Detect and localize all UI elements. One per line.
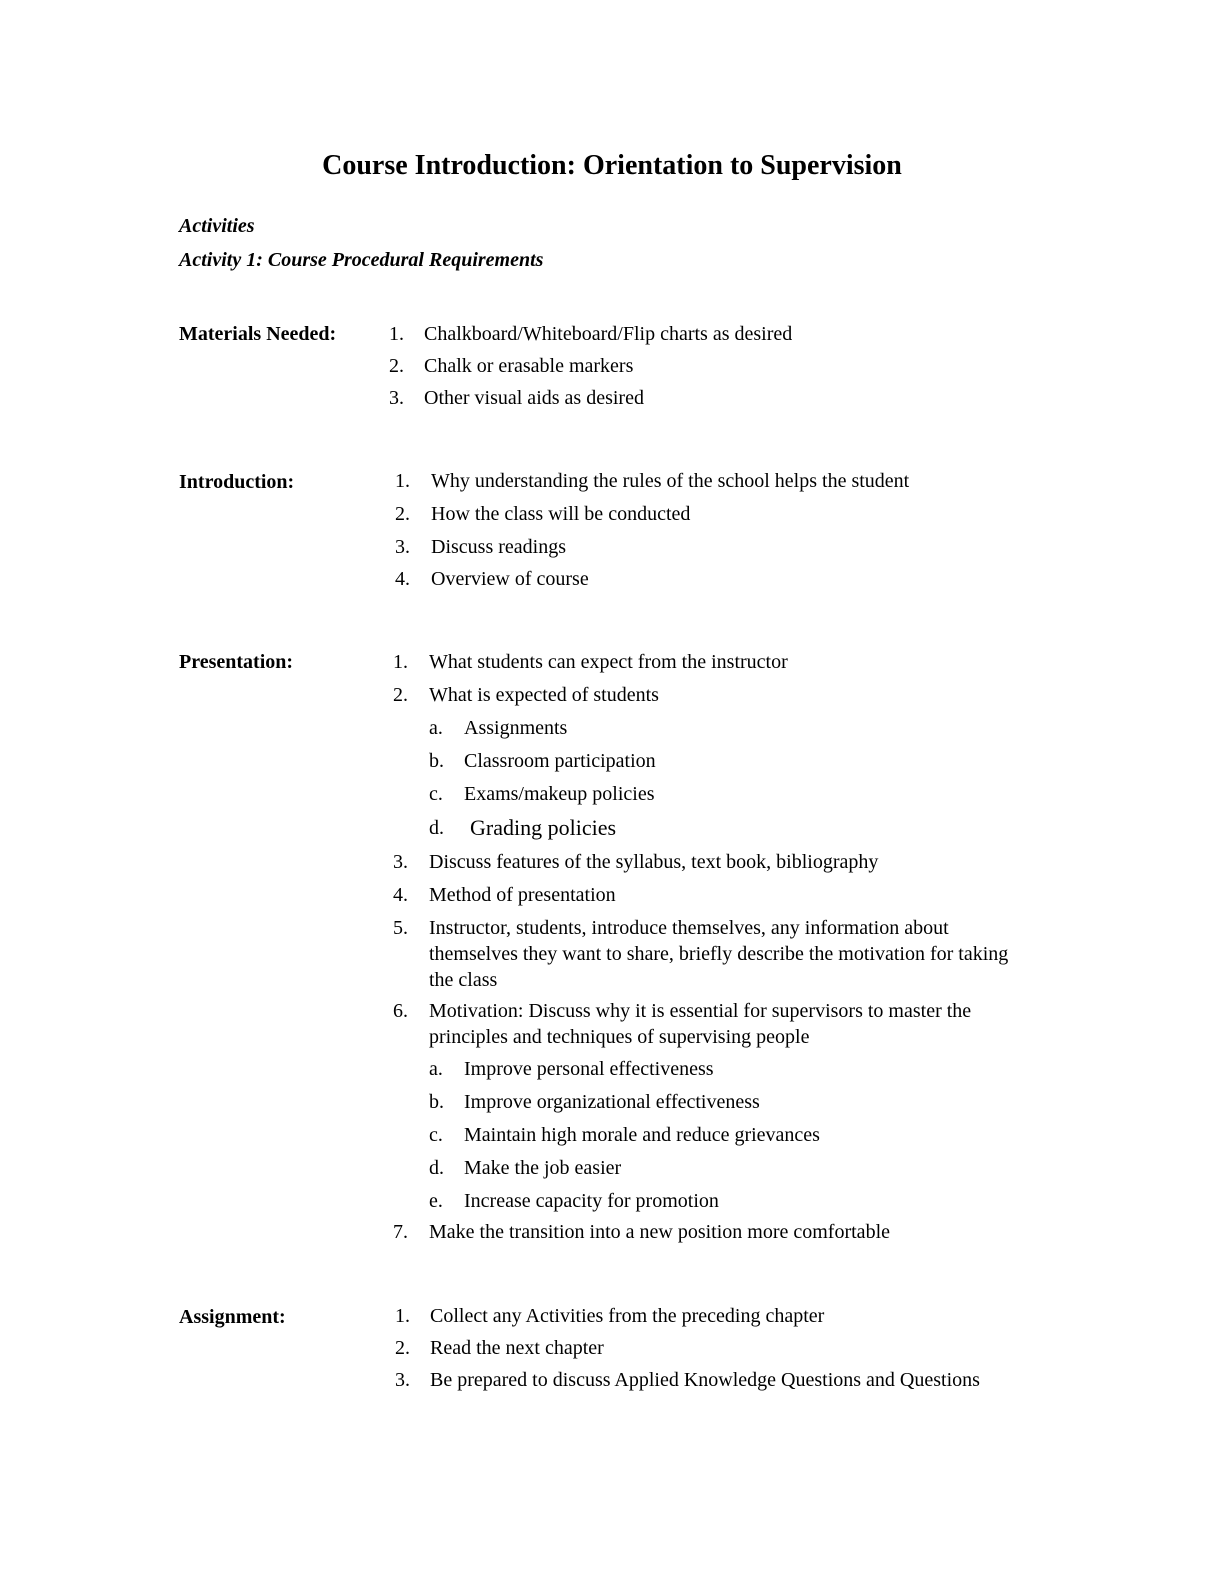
assignment-label: Assignment: — [179, 1306, 286, 1328]
item-number: 4. — [395, 568, 410, 590]
item-number: 1. — [395, 470, 410, 492]
item-number: 2. — [395, 503, 410, 525]
activities-heading: Activities — [179, 215, 255, 237]
item-letter: a. — [429, 1058, 443, 1080]
item-number: 2. — [395, 1337, 410, 1359]
item-letter: e. — [429, 1190, 443, 1212]
item-number: 5. — [393, 917, 408, 939]
item-letter: d. — [429, 817, 444, 839]
item-text: Classroom participation — [464, 750, 656, 772]
item-text: Read the next chapter — [430, 1337, 604, 1359]
item-text: Chalkboard/Whiteboard/Flip charts as desired — [424, 323, 793, 345]
item-text: Exams/makeup policies — [464, 783, 655, 805]
item-text: Motivation: Discuss why it is essential for supervisors to master the principles and techniques of supervising people — [429, 1000, 972, 1048]
item-text: Overview of course — [431, 568, 589, 590]
page-title: Course Introduction: Orientation to Supervision — [322, 150, 902, 181]
item-number: 3. — [395, 536, 410, 558]
activity-title: Activity 1: Course Procedural Requirements — [179, 249, 544, 271]
item-letter: a. — [429, 717, 443, 739]
materials-label: Materials Needed: — [179, 323, 337, 345]
item-number: 3. — [395, 1369, 410, 1391]
item-number: 2. — [389, 355, 404, 377]
item-text: Discuss readings — [431, 536, 566, 558]
item-text: Discuss features of the syllabus, text book, bibliography — [429, 851, 879, 873]
item-text: Make the job easier — [464, 1157, 622, 1179]
item-number: 1. — [389, 323, 404, 345]
introduction-label: Introduction: — [179, 471, 295, 493]
item-text: Why understanding the rules of the school helps the student — [431, 470, 910, 492]
item-number: 1. — [395, 1305, 410, 1327]
item-text: Method of presentation — [429, 884, 616, 906]
item-text: Improve organizational effectiveness — [464, 1091, 760, 1113]
item-text: Be prepared to discuss Applied Knowledge Questions and Questions — [430, 1369, 980, 1391]
item-text: Assignments — [464, 717, 568, 739]
item-text: Collect any Activities from the preceding chapter — [430, 1305, 825, 1327]
item-letter: c. — [429, 1124, 443, 1146]
item-number: 3. — [389, 387, 404, 409]
item-text: Maintain high morale and reduce grievances — [464, 1124, 820, 1146]
presentation-label: Presentation: — [179, 651, 294, 673]
item-number: 6. — [393, 1000, 408, 1022]
item-text: How the class will be conducted — [431, 503, 691, 525]
list-item — [393, 915, 1033, 993]
item-number: 4. — [393, 884, 408, 906]
item-letter: b. — [429, 1091, 444, 1113]
item-text: Improve personal effectiveness — [464, 1058, 714, 1080]
item-text: Grading policies — [470, 815, 617, 840]
item-letter: c. — [429, 783, 443, 805]
item-number: 3. — [393, 851, 408, 873]
item-number: 1. — [393, 651, 408, 673]
item-text: Make the transition into a new position more comfortable — [429, 1221, 890, 1243]
item-number: 7. — [393, 1221, 408, 1243]
list-item — [393, 998, 1033, 1050]
item-text: Other visual aids as desired — [424, 387, 644, 409]
item-text: Increase capacity for promotion — [464, 1190, 719, 1212]
item-text: Chalk or erasable markers — [424, 355, 634, 377]
item-text: What students can expect from the instructor — [429, 651, 788, 673]
item-number: 2. — [393, 684, 408, 706]
item-text: What is expected of students — [429, 684, 659, 706]
item-letter: d. — [429, 1157, 444, 1179]
item-text: Instructor, students, introduce themselves, any information about themselves they want to share, briefly describe the motivation for taking the class — [429, 917, 1009, 991]
item-letter: b. — [429, 750, 444, 772]
